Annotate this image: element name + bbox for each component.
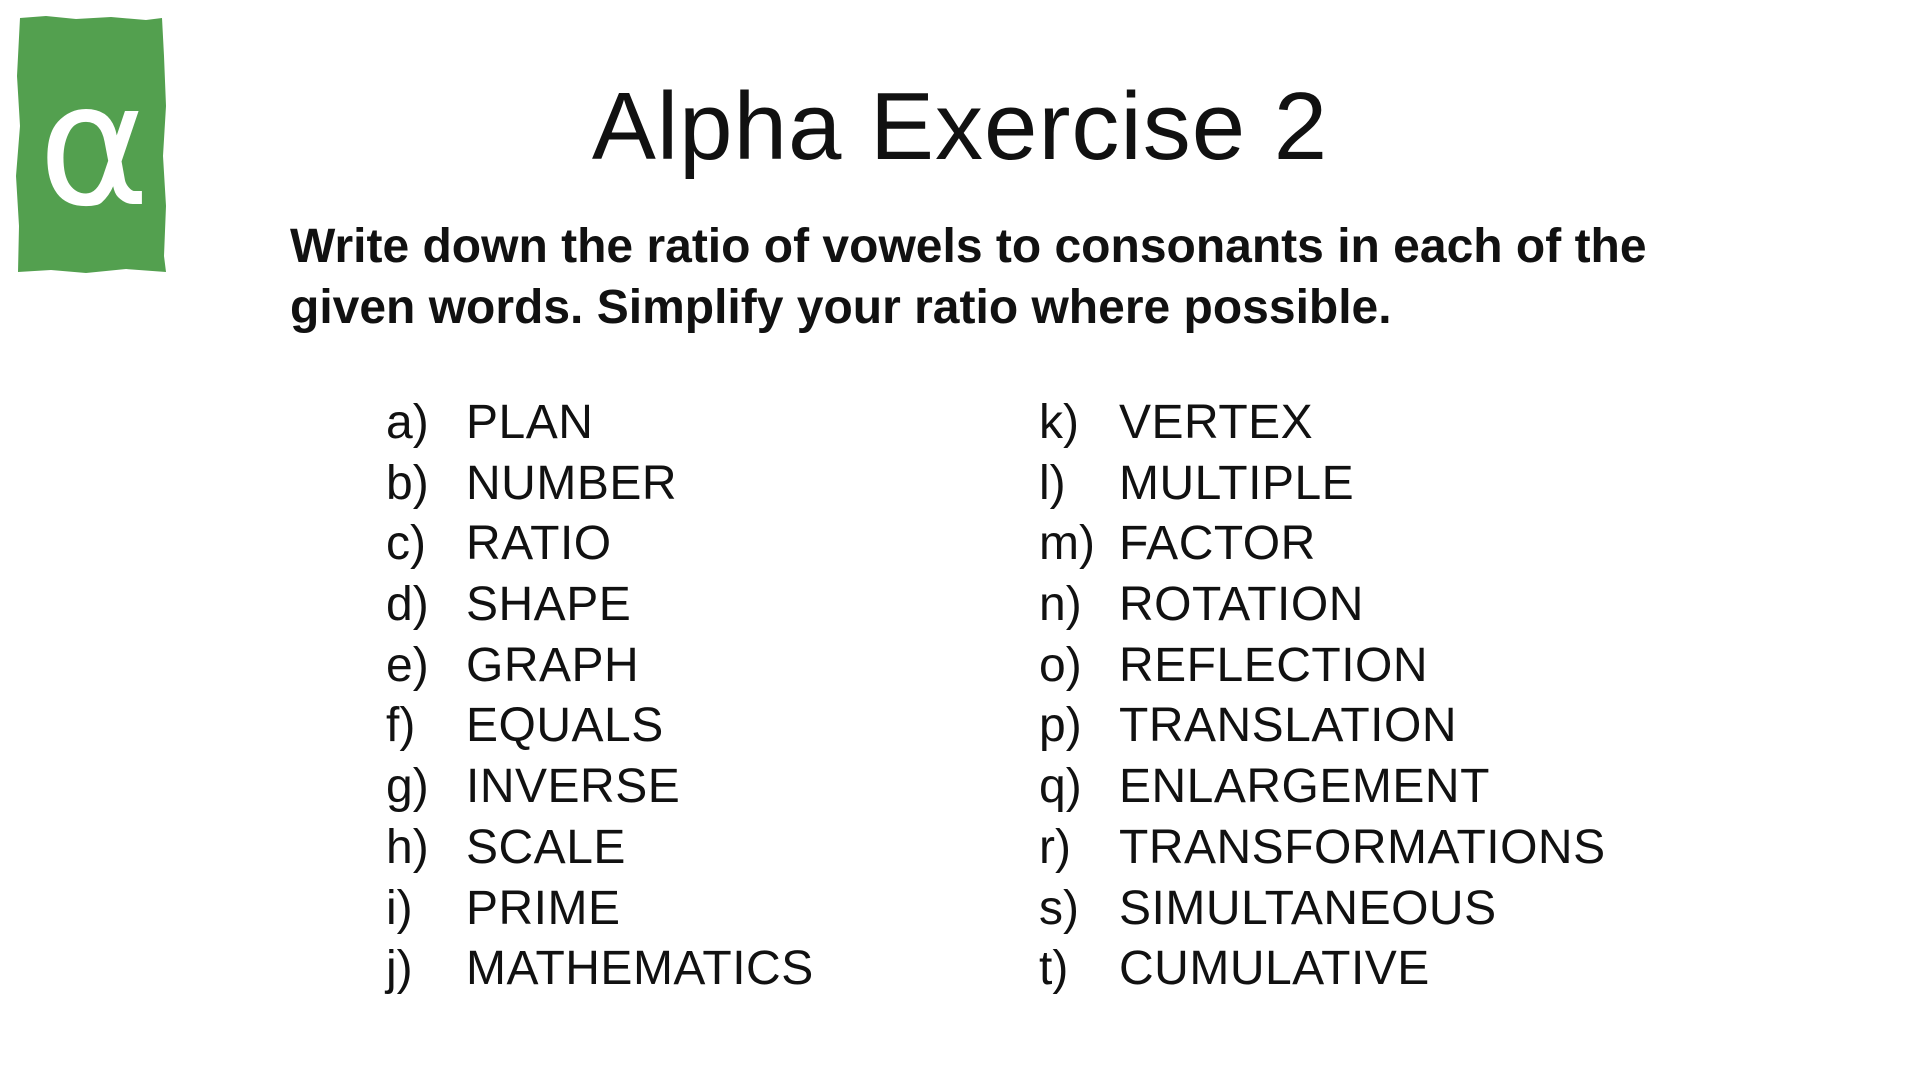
item-label: p) <box>1039 699 1082 753</box>
item-label: o) <box>1039 638 1082 692</box>
item-label: g) <box>386 760 429 814</box>
item-label: j) <box>386 942 413 996</box>
instructions-text: Write down the ratio of vowels to consonants in each of the given words. Simplify your ratio where possible. <box>290 220 1647 334</box>
list-item <box>1039 757 1606 818</box>
item-label: c) <box>386 517 426 571</box>
item-label: l) <box>1039 456 1066 510</box>
item-label: r) <box>1039 820 1071 874</box>
item-label: k) <box>1039 396 1079 449</box>
list-item <box>386 575 814 636</box>
list-item <box>386 393 814 454</box>
word-list-left <box>386 393 814 1000</box>
list-item <box>386 454 814 515</box>
item-label: t) <box>1039 942 1069 996</box>
item-word: EQUALS <box>466 699 664 753</box>
item-word: ROTATION <box>1119 578 1364 632</box>
list-item <box>386 636 814 697</box>
list-item <box>1039 575 1606 636</box>
page-title: Alpha Exercise 2 <box>591 73 1329 180</box>
item-label: i) <box>386 881 413 935</box>
item-label: h) <box>386 820 429 874</box>
item-word: TRANSFORMATIONS <box>1119 820 1606 874</box>
item-word: SIMULTANEOUS <box>1119 881 1497 935</box>
item-word: RATIO <box>466 517 612 571</box>
list-item <box>1039 696 1606 757</box>
list-item <box>1039 393 1606 454</box>
item-label: b) <box>386 456 429 510</box>
item-word: ENLARGEMENT <box>1119 760 1490 814</box>
item-label: e) <box>386 638 429 692</box>
item-word: GRAPH <box>466 638 640 692</box>
list-item <box>386 696 814 757</box>
item-label: s) <box>1039 881 1079 935</box>
item-word: PRIME <box>466 881 621 935</box>
item-word: SHAPE <box>466 578 632 632</box>
item-word: CUMULATIVE <box>1119 942 1430 996</box>
item-word: INVERSE <box>466 760 681 814</box>
list-item <box>1039 514 1606 575</box>
item-word: PLAN <box>466 396 594 449</box>
list-item <box>1039 818 1606 879</box>
item-word: MULTIPLE <box>1119 456 1355 510</box>
word-list-right <box>1039 393 1606 1000</box>
item-word: MATHEMATICS <box>466 942 814 996</box>
list-item <box>1039 939 1606 1000</box>
alpha-glyph: α <box>37 47 151 245</box>
item-word: NUMBER <box>466 456 678 510</box>
item-word: SCALE <box>466 820 626 874</box>
list-item <box>386 757 814 818</box>
item-label: q) <box>1039 760 1082 814</box>
item-word: FACTOR <box>1119 517 1316 571</box>
item-word: VERTEX <box>1119 396 1314 449</box>
item-label: f) <box>386 699 416 753</box>
item-label: a) <box>386 396 429 449</box>
list-item <box>1039 636 1606 697</box>
list-item <box>1039 879 1606 940</box>
list-item <box>386 879 814 940</box>
list-item <box>386 939 814 1000</box>
list-item <box>386 514 814 575</box>
list-item <box>386 818 814 879</box>
item-label: n) <box>1039 578 1082 632</box>
item-label: m) <box>1039 517 1095 571</box>
list-item <box>1039 454 1606 515</box>
item-word: REFLECTION <box>1119 638 1429 692</box>
item-word: TRANSLATION <box>1119 699 1457 753</box>
item-label: d) <box>386 578 429 632</box>
